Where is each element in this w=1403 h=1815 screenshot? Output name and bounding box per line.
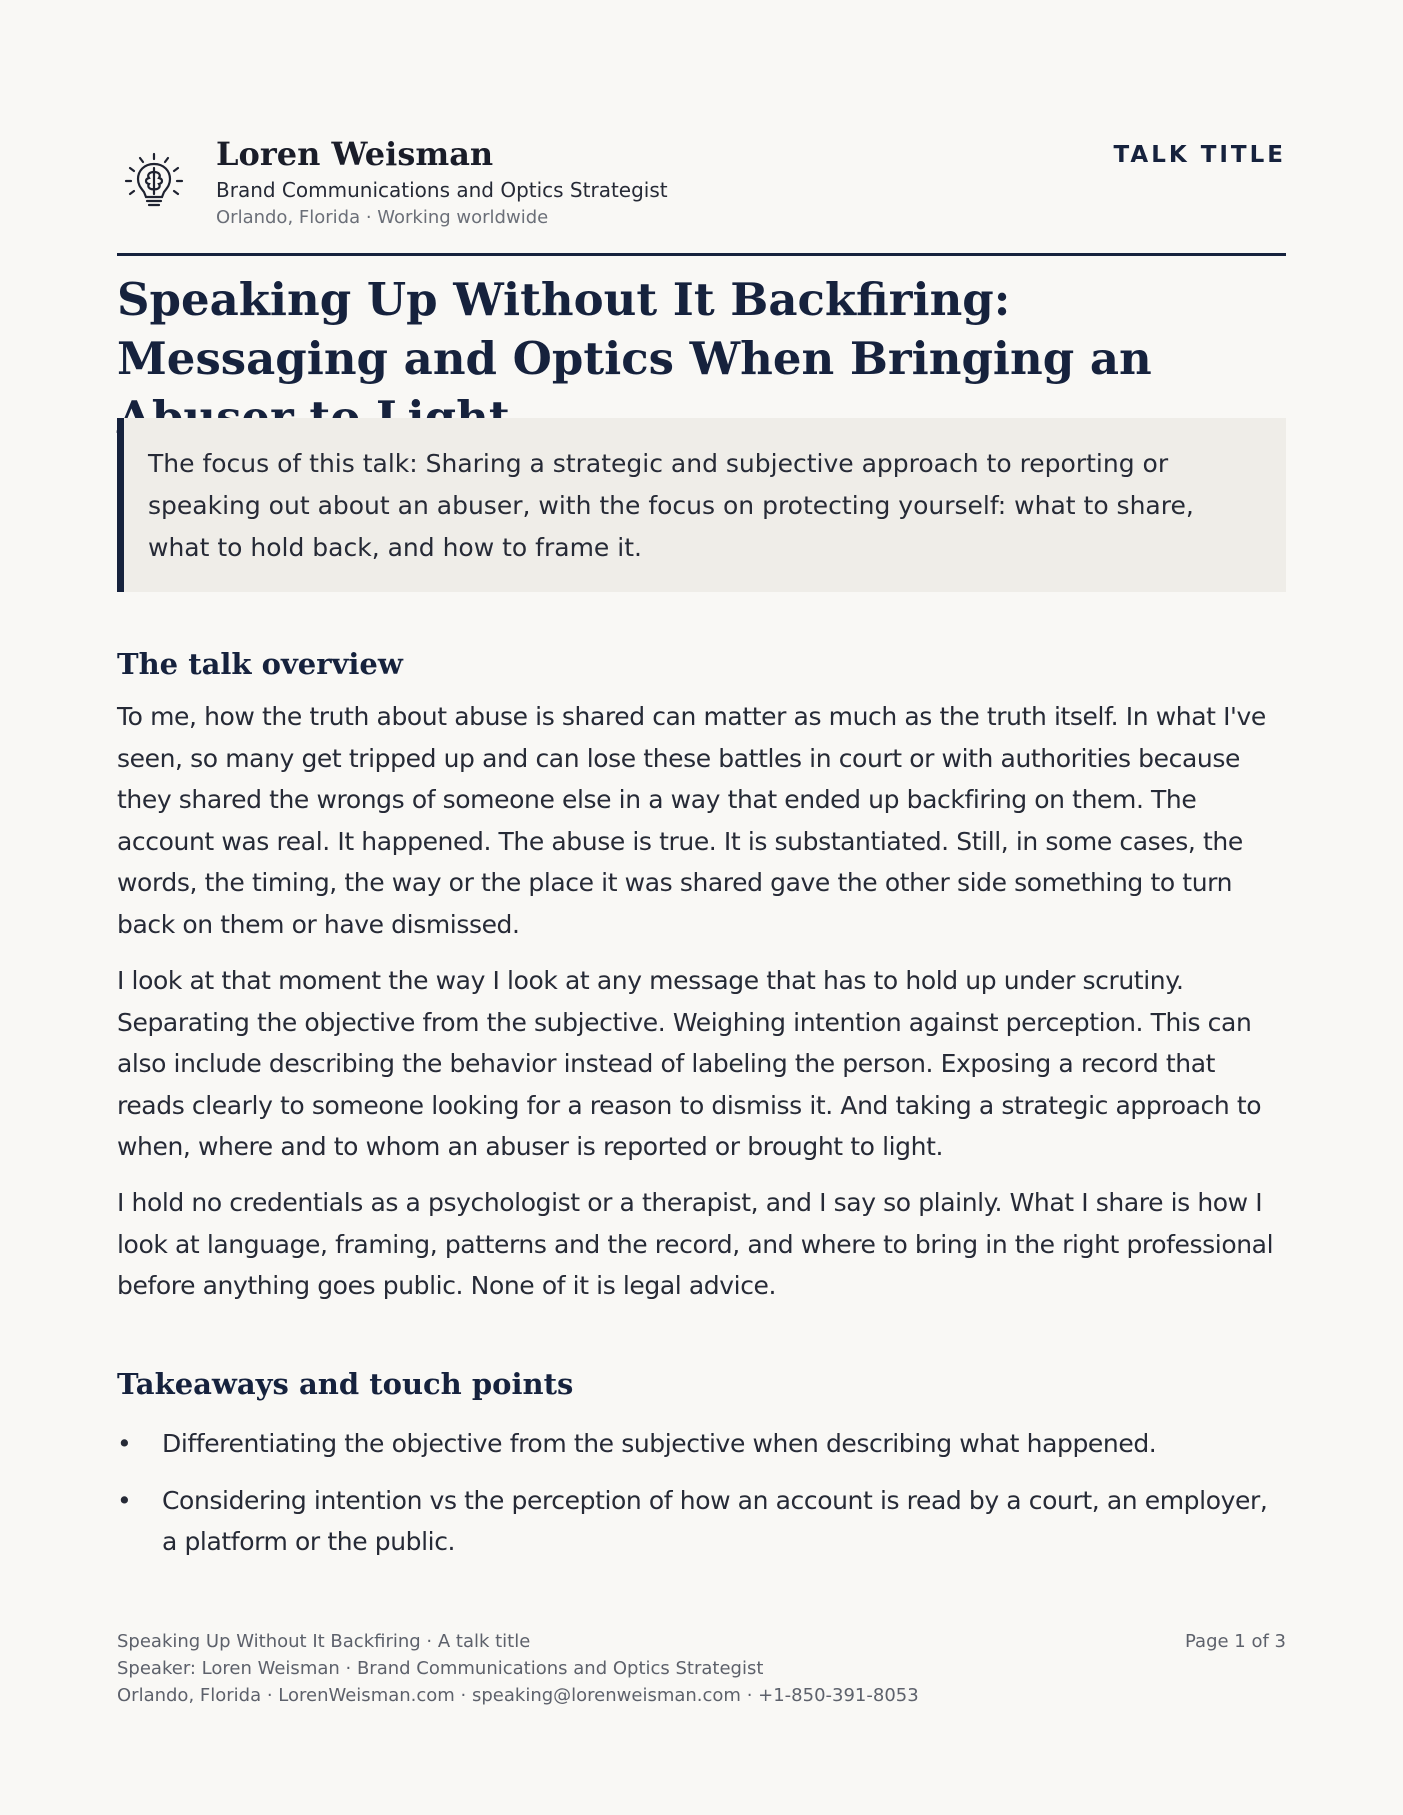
- list-item-text: Considering intention vs the perception of how an account is read by a court, an employer, a platform or the public.: [162, 1485, 1268, 1556]
- speaker-role: Brand Communications and Optics Strategist: [216, 178, 668, 202]
- page-header: [117, 134, 1286, 254]
- header-divider: [117, 253, 1286, 256]
- list-item: [117, 1480, 1286, 1563]
- bullet-icon: •: [117, 1429, 132, 1458]
- footer-speaker-line: Speaker: Loren Weisman · Brand Communications and Optics Strategist: [117, 1658, 764, 1679]
- takeaways-list: [117, 1423, 1286, 1578]
- talk-sheet-page: [117, 134, 1286, 1706]
- footer-contact-line: Orlando, Florida · LorenWeisman.com · speaking@lorenweisman.com · +1-850-391-8053: [117, 1685, 919, 1706]
- speaker-location: Orlando, Florida · Working worldwide: [216, 207, 549, 228]
- speaker-info: [216, 134, 668, 232]
- footer-talk-line: Speaking Up Without It Backfiring · A talk title: [117, 1631, 531, 1652]
- overview-heading: The talk overview: [117, 647, 403, 681]
- page-number: Page 1 of 3: [1185, 1631, 1286, 1652]
- overview-paragraph: I look at that moment the way I look at any message that has to hold up under scrutiny. Separating the objective from the subjective. Weighing intention against perception. This can also include describing the behavior instead of labeling the person. Exposing a record that reads clearly to someone looking for a reason to dismiss it. And taking a strategic approach to when, where and to whom an abuser is reported or brought to light.: [117, 966, 1262, 1161]
- talk-title-label: TALK TITLE: [1113, 142, 1286, 168]
- speaker-name: Loren Weisman: [216, 135, 494, 173]
- list-item-text: Differentiating the objective from the subjective when describing what happened.: [162, 1429, 1157, 1458]
- takeaways-heading: Takeaways and touch points: [117, 1367, 574, 1401]
- overview-paragraph: To me, how the truth about abuse is shared can matter as much as the truth itself. In what I've seen, so many get tripped up and can lose these battles in court or with authorities because they shared the wrongs of someone else in a way that ended up backfiring on them. The account was real. It happened. The abuse is true. It is substantiated. Still, in some cases, the words, the timing, the way or the place it was shared gave the other side something to turn back on them or have dismissed.: [117, 702, 1266, 939]
- lightbulb-brain-icon: [123, 152, 185, 214]
- page-title: Speaking Up Without It Backfiring: Messaging and Optics When Bringing an: [117, 273, 1152, 385]
- focus-callout: The focus of this talk: Sharing a strategic and subjective approach to reporting or speaking out about an abuser, with the focus on protecting yourself: what to share, what to hold back, and how to frame it.: [117, 418, 1286, 592]
- list-item: [117, 1423, 1286, 1465]
- bullet-icon: •: [117, 1485, 132, 1515]
- overview-paragraph: I hold no credentials as a psychologist or a therapist, and I say so plainly. What I share is how I look at language, framing, patterns and the record, and where to bring in the right professional before anything goes public. None of it is legal advice.: [117, 1188, 1274, 1300]
- page-footer: [117, 1628, 1286, 1709]
